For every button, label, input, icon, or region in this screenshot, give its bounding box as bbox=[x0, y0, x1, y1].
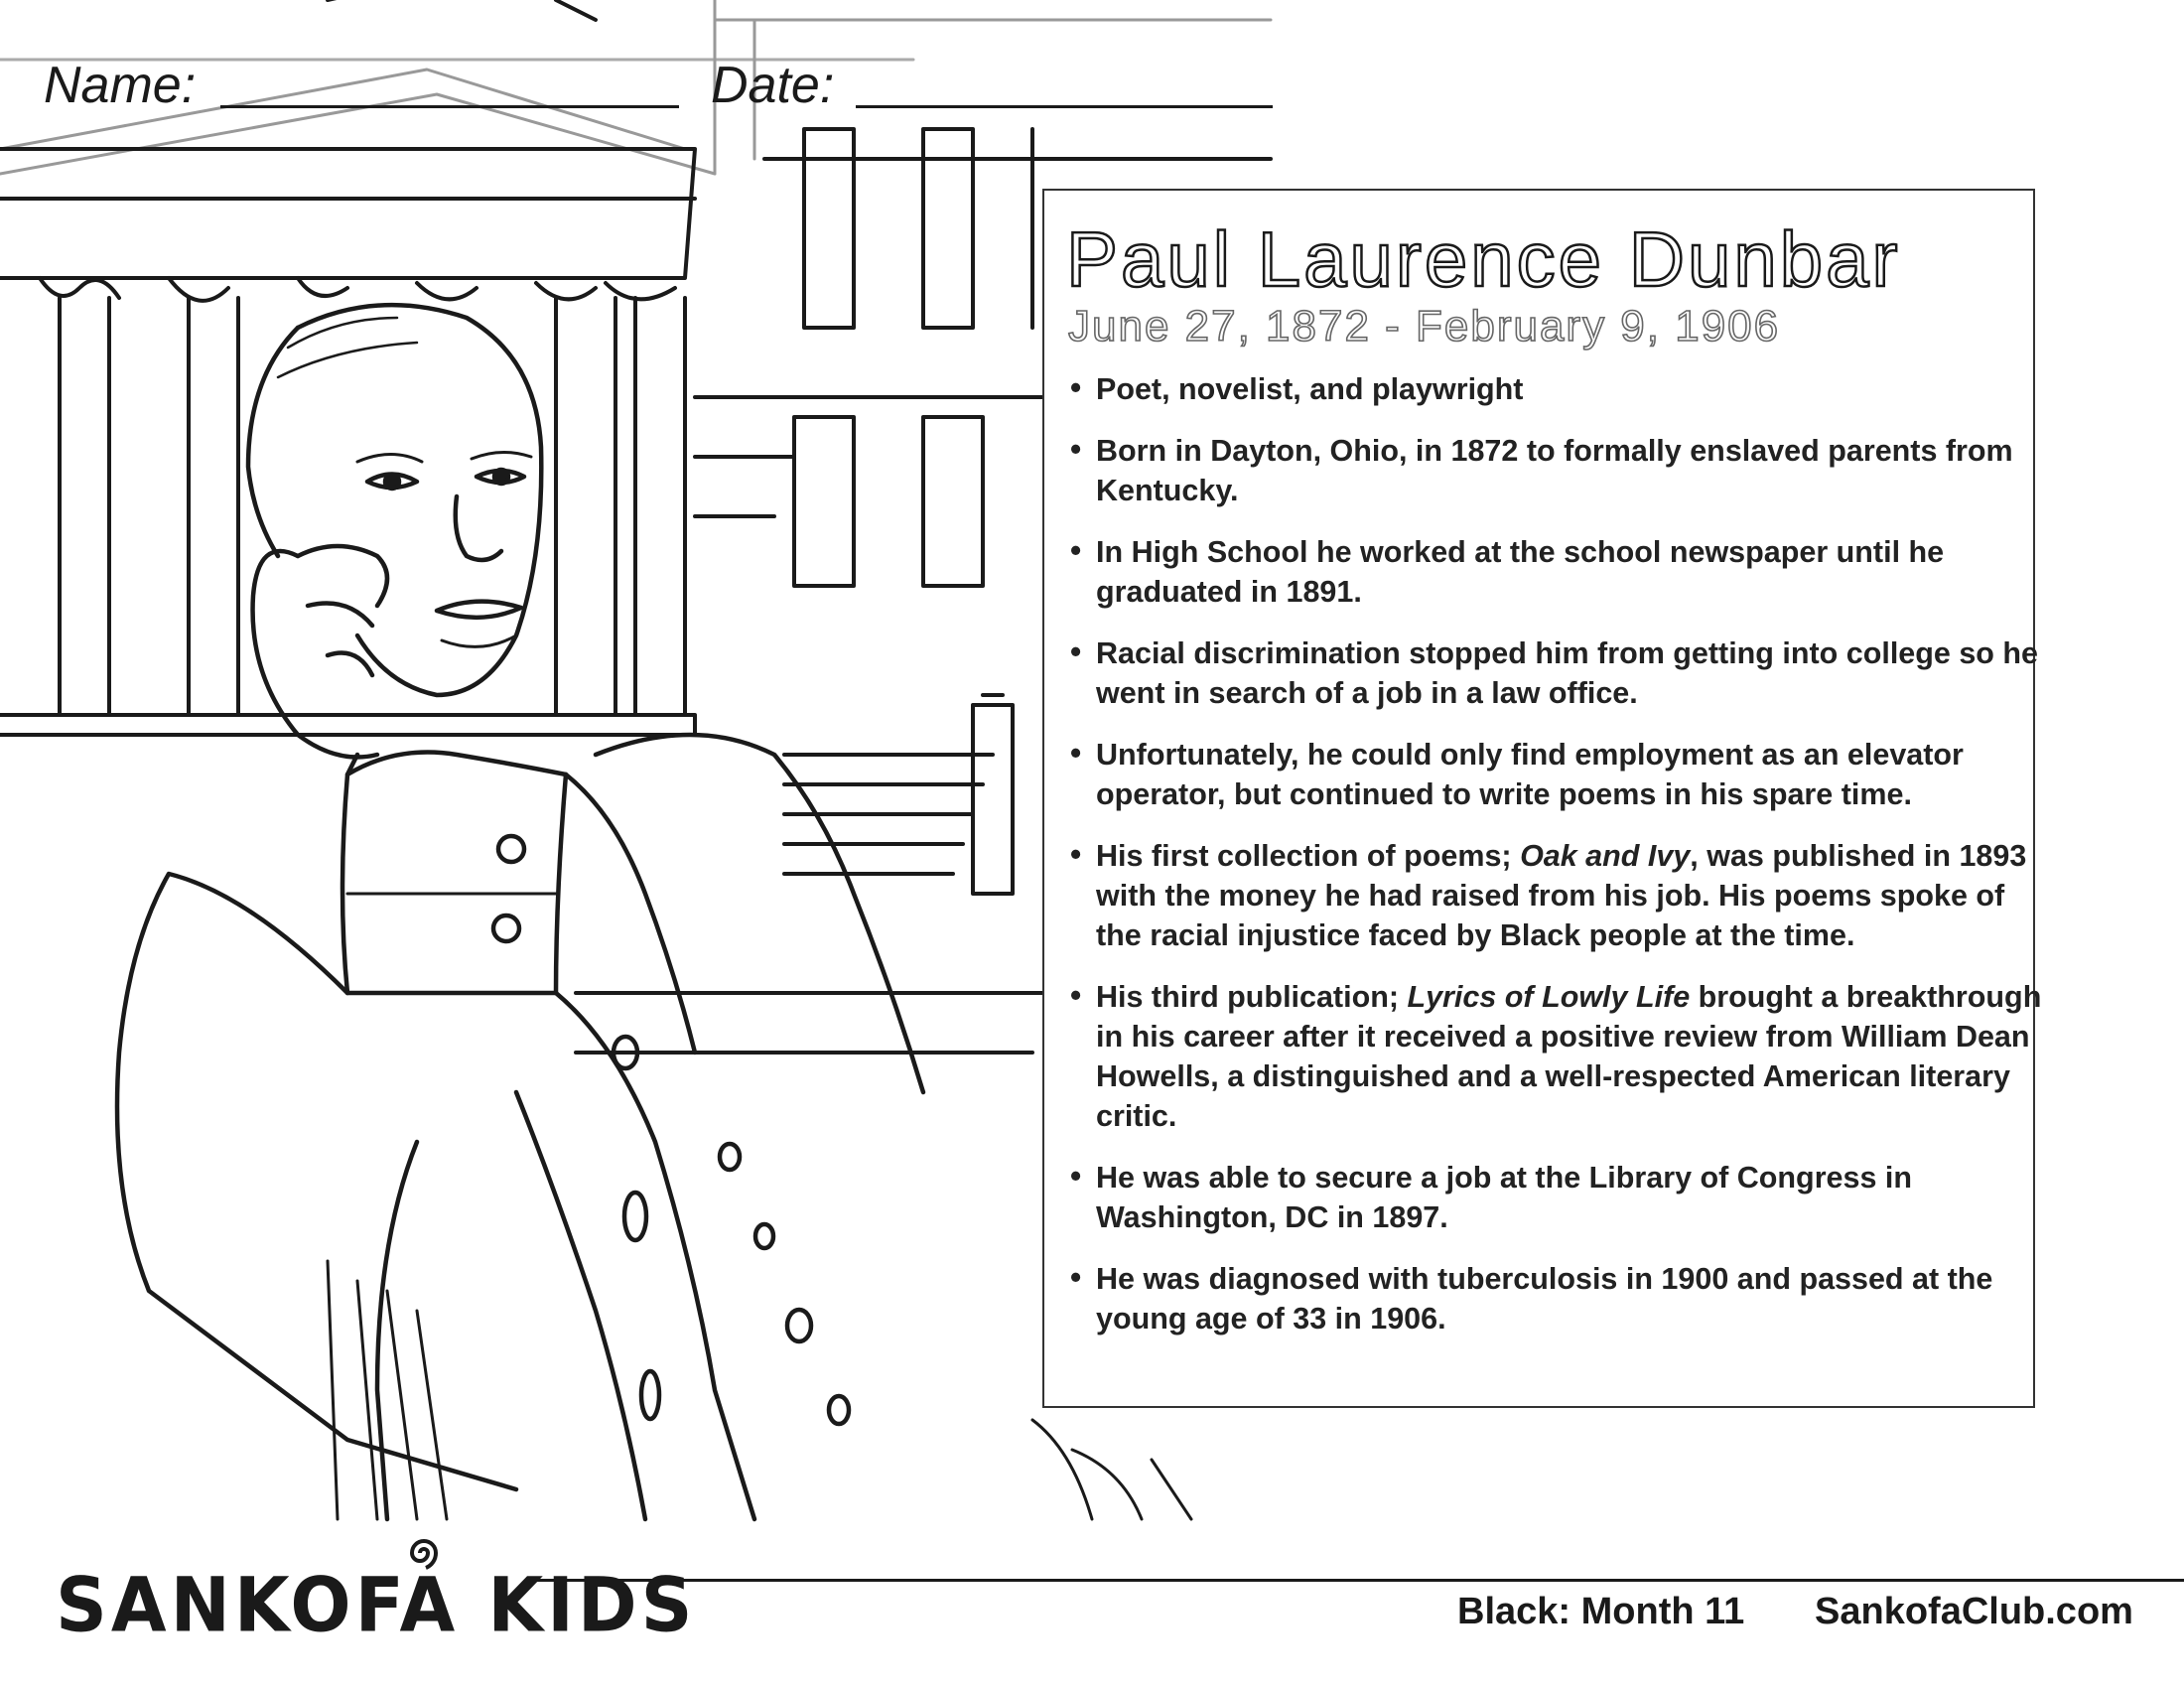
fact-item: • Unfortunately, he could only find employment as an elevator operator, but continued to write poems in his spare time. bbox=[1068, 735, 2051, 814]
fact-item: • His first collection of poems; Oak and Ivy, was published in 1893 with the money he had raised from his job. His poems spoke of the racial injustice faced by Black people at the time. bbox=[1068, 836, 2051, 955]
card-title: Paul Laurence Dunbar bbox=[1066, 215, 1901, 303]
footer-month: Black: Month 11 bbox=[1457, 1591, 1745, 1632]
fact-item: • He was diagnosed with tuberculosis in 1900 and passed at the young age of 33 in 1906. bbox=[1068, 1259, 2051, 1338]
fact-item: • Poet, novelist, and playwright bbox=[1068, 369, 2051, 409]
brand-logo: SANKOFA KIDS bbox=[56, 1560, 697, 1649]
fact-item: • His third publication; Lyrics of Lowly Life brought a breakthrough in his career after it received a positive review from William Dean Howells, a distinguished and a well-respected American literary critic. bbox=[1068, 977, 2051, 1136]
name-label: Name: bbox=[44, 57, 197, 114]
card-dates: June 27, 1872 - February 9, 1906 bbox=[1068, 302, 1781, 351]
date-label: Date: bbox=[711, 57, 835, 114]
footer-site-link[interactable]: SankofaClub.com bbox=[1815, 1591, 2133, 1632]
fact-item: • In High School he worked at the school newspaper until he graduated in 1891. bbox=[1068, 532, 2051, 612]
book-title-lyrics-of-lowly-life: Lyrics of Lowly Life bbox=[1407, 980, 1691, 1014]
portrait-figure bbox=[117, 305, 1191, 1519]
footer-divider bbox=[528, 1579, 2184, 1582]
name-field[interactable] bbox=[220, 105, 679, 108]
date-field[interactable] bbox=[856, 105, 1273, 108]
book-title-oak-and-ivy: Oak and Ivy bbox=[1520, 839, 1691, 873]
facts-list bbox=[1068, 369, 2051, 1360]
spiral-icon bbox=[402, 1531, 446, 1575]
fact-item: • He was able to secure a job at the Library of Congress in Washington, DC in 1897. bbox=[1068, 1158, 2051, 1237]
fact-item: • Born in Dayton, Ohio, in 1872 to formally enslaved parents from Kentucky. bbox=[1068, 431, 2051, 510]
fact-item: • Racial discrimination stopped him from getting into college so he went in search of a job in a law office. bbox=[1068, 633, 2051, 713]
